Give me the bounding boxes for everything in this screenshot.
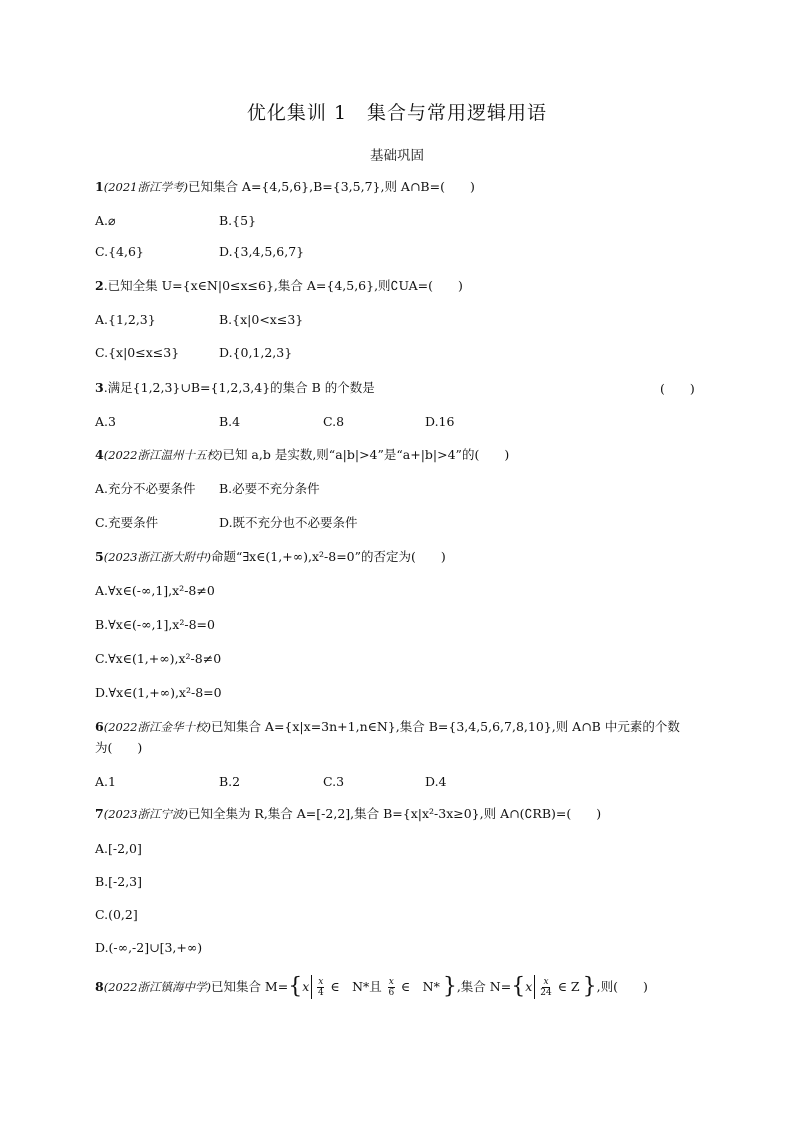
fraction bbox=[317, 977, 324, 998]
question-number: 2 bbox=[95, 278, 104, 293]
question-source: (2021浙江学考) bbox=[103, 180, 188, 194]
fraction-denominator: 4 bbox=[317, 987, 324, 998]
question-4 bbox=[95, 446, 509, 464]
option-d: D.既不充分也不必要条件 bbox=[219, 515, 358, 530]
option-a: A.⌀ bbox=[95, 213, 116, 228]
option-d: D.4 bbox=[425, 774, 447, 789]
option-c: C.{4,6} bbox=[95, 244, 144, 259]
set-variable: x bbox=[302, 979, 310, 994]
question-number: 5 bbox=[95, 549, 104, 564]
question-text: 已知集合 M= bbox=[210, 979, 289, 994]
question-3 bbox=[95, 379, 375, 397]
option-b: B.{x|0<x≤3} bbox=[219, 312, 304, 327]
question-number: 7 bbox=[95, 806, 104, 821]
set-divider bbox=[534, 975, 535, 999]
question-number: 4 bbox=[95, 447, 104, 462]
fraction-numerator: x bbox=[388, 976, 394, 987]
option-d: D.(-∞,-2]∪[3,+∞) bbox=[95, 940, 203, 955]
option-a: A.[-2,0] bbox=[95, 841, 142, 856]
set-condition: ∈ N*且 bbox=[330, 979, 382, 994]
option-c: C.8 bbox=[323, 414, 345, 429]
question-text: .已知全集 U={x∈N|0≤x≤6},集合 A={4,5,6},则∁UA=( ) bbox=[103, 278, 463, 293]
right-brace: } bbox=[442, 974, 457, 999]
question-source: (2022浙江温州十五校) bbox=[103, 448, 223, 462]
section-heading: 基础巩固 bbox=[370, 148, 424, 164]
option-a: A.充分不必要条件 bbox=[95, 481, 196, 496]
question-source: (2022浙江镇海中学) bbox=[103, 980, 211, 994]
fraction-numerator: x bbox=[318, 976, 324, 987]
option-c: C.∀x∈(1,+∞),x²-8≠0 bbox=[95, 651, 222, 666]
option-a: A.3 bbox=[95, 414, 116, 429]
question-number: 8 bbox=[95, 979, 104, 994]
left-brace: { bbox=[288, 974, 303, 999]
option-b: B.必要不充分条件 bbox=[219, 481, 320, 496]
question-text: 已知集合 A={4,5,6},B={3,5,7},则 A∩B=( ) bbox=[187, 179, 475, 194]
question-text: 已知集合 A={x|x=3n+1,n∈N},集合 B={3,4,5,6,7,8,10},则 A∩B 中元素的个数 bbox=[210, 719, 680, 734]
fraction bbox=[540, 977, 551, 998]
set-condition: ∈ Z bbox=[557, 979, 580, 994]
option-a: A.1 bbox=[95, 774, 116, 789]
question-text: 已知 a,b 是实数,则“a|b|>4”是“a+|b|>4”的( ) bbox=[222, 447, 510, 462]
option-c: C.{x|0≤x≤3} bbox=[95, 345, 180, 360]
page-title: 优化集训 1 集合与常用逻辑用语 bbox=[246, 102, 548, 124]
option-a: A.{1,2,3} bbox=[95, 312, 156, 327]
option-b: B.∀x∈(-∞,1],x²-8=0 bbox=[95, 617, 215, 632]
question-2 bbox=[95, 277, 463, 295]
fraction-denominator: 6 bbox=[388, 987, 395, 998]
question-source: (2023浙江宁波) bbox=[103, 807, 188, 821]
fraction-numerator: x bbox=[543, 976, 549, 987]
question-number: 6 bbox=[95, 719, 104, 734]
option-d: D.16 bbox=[425, 414, 455, 429]
option-a: A.∀x∈(-∞,1],x²-8≠0 bbox=[95, 583, 215, 598]
question-text: ,集合 N= bbox=[456, 979, 512, 994]
question-text: ,则( ) bbox=[596, 979, 648, 994]
set-condition: ∈ N* bbox=[400, 979, 440, 994]
option-c: C.(0,2] bbox=[95, 907, 138, 922]
set-variable: x bbox=[525, 979, 533, 994]
option-d: D.{3,4,5,6,7} bbox=[219, 244, 305, 259]
option-b: B.2 bbox=[219, 774, 241, 789]
fraction-denominator: 24 bbox=[540, 987, 552, 998]
question-7 bbox=[95, 805, 601, 823]
option-d: D.{0,1,2,3} bbox=[219, 345, 293, 360]
left-brace: { bbox=[511, 974, 526, 999]
question-text: 命题“∃x∈(1,+∞),x²-8=0”的否定为( ) bbox=[210, 549, 446, 564]
question-source: (2023浙江浙大附中) bbox=[103, 550, 211, 564]
set-divider bbox=[311, 975, 312, 999]
question-6 bbox=[95, 718, 680, 736]
option-c: C.充要条件 bbox=[95, 515, 159, 530]
question-number: 1 bbox=[95, 179, 104, 194]
question-1 bbox=[95, 178, 475, 196]
question-8 bbox=[95, 975, 648, 999]
answer-bracket: ( ) bbox=[660, 381, 695, 396]
question-6-continuation: 为( ) bbox=[95, 740, 143, 755]
option-b: B.[-2,3] bbox=[95, 874, 143, 889]
question-number: 3 bbox=[95, 380, 104, 395]
question-5 bbox=[95, 548, 446, 566]
question-text: 已知全集为 R,集合 A=[-2,2],集合 B={x|x²-3x≥0},则 A∩(∁RB)=( ) bbox=[187, 806, 602, 821]
option-d: D.∀x∈(1,+∞),x²-8=0 bbox=[95, 685, 222, 700]
fraction bbox=[388, 977, 395, 998]
option-b: B.4 bbox=[219, 414, 241, 429]
right-brace: } bbox=[582, 974, 597, 999]
option-c: C.3 bbox=[323, 774, 345, 789]
option-b: B.{5} bbox=[219, 213, 257, 228]
question-text: .满足{1,2,3}∪B={1,2,3,4}的集合 B 的个数是 bbox=[103, 380, 375, 395]
question-source: (2022浙江金华十校) bbox=[103, 720, 211, 734]
